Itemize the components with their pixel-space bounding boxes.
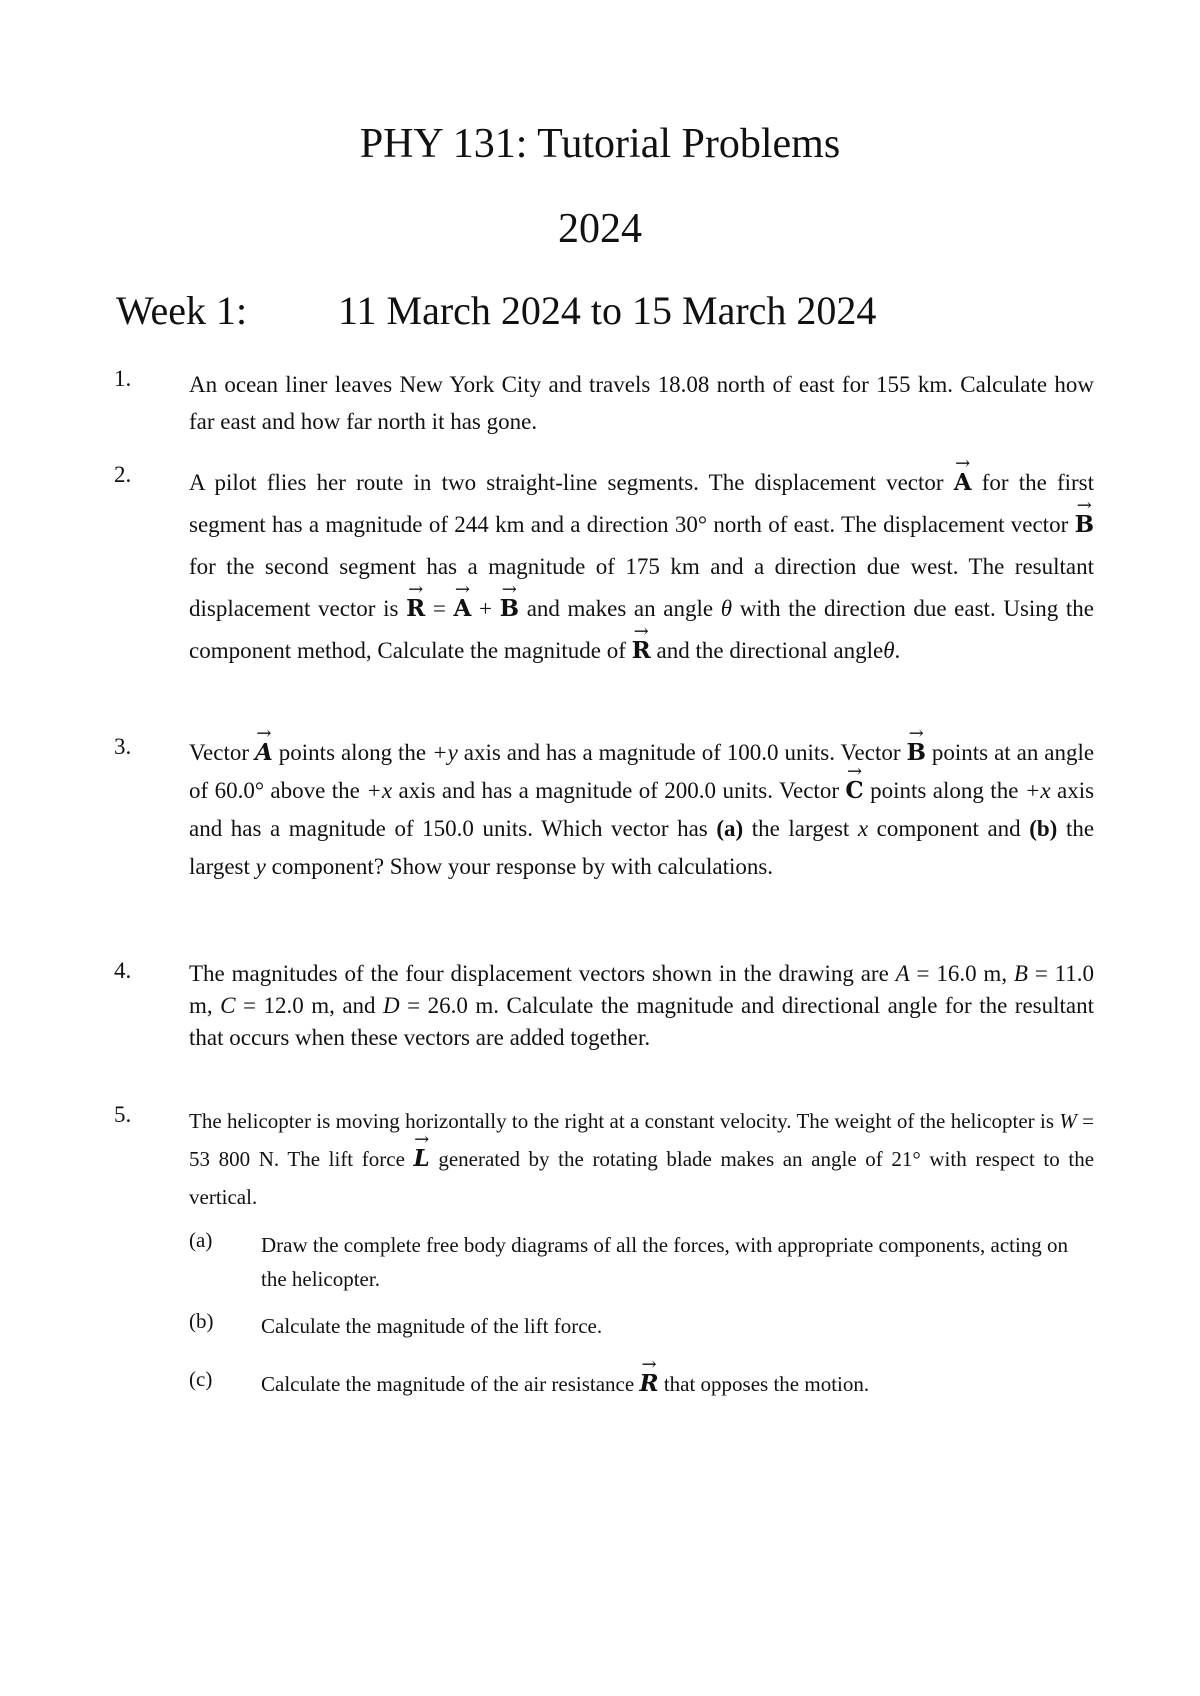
text-run: The magnitudes of the four displacement vectors shown in the drawing are xyxy=(189,961,889,986)
plus-sign: + xyxy=(478,596,492,621)
text-run: the largest xyxy=(189,816,1095,879)
subpart-label: (a) xyxy=(189,1228,213,1252)
text-run: axis and has a magnitude of 200.0 units. Vector xyxy=(398,778,839,803)
variable: y xyxy=(255,854,266,879)
problem-text xyxy=(189,723,1095,886)
text-run: = 53 800 N. The lift force xyxy=(189,1109,1095,1171)
theta-symbol: θ xyxy=(883,638,895,663)
axis-label: +x xyxy=(1024,778,1051,803)
part-b-label: (b) xyxy=(1029,816,1058,841)
variable: B xyxy=(1013,961,1028,986)
arrow-icon: → xyxy=(847,761,863,782)
arrow-icon: → xyxy=(641,1354,657,1375)
week-heading xyxy=(116,286,876,336)
variable: A xyxy=(895,961,910,986)
arrow-icon: → xyxy=(908,723,924,744)
equals-sign: = xyxy=(432,596,446,621)
variable: x xyxy=(857,816,869,841)
text-run: generated by the rotating blade makes an angle of 21° with respect to the vertical. xyxy=(189,1147,1095,1209)
text-run: axis and has a magnitude of 100.0 units. Vector xyxy=(463,740,901,765)
arrow-icon: → xyxy=(501,579,517,600)
arrow-icon: → xyxy=(414,1129,430,1150)
problem-number: 3. xyxy=(114,734,132,759)
part-a-label: (a) xyxy=(716,816,744,841)
subpart-c xyxy=(189,1354,1094,1401)
vector-b-symbol: → B xyxy=(1075,504,1094,546)
text-run: The helicopter is moving horizontally to the right at a constant velocity. The weight of the helicopter is xyxy=(189,1109,1055,1133)
problem-text xyxy=(189,958,1094,1054)
problem-number: 5. xyxy=(114,1102,132,1127)
text-run: component? Show your response by with calculations. xyxy=(271,854,774,879)
subpart-b xyxy=(189,1309,1094,1343)
text-run: = 16.0 m, xyxy=(916,961,1008,986)
vector-b-symbol: → B xyxy=(906,734,925,772)
subpart-label: (c) xyxy=(189,1367,213,1391)
problem-text: An ocean liner leaves New York City and travels 18.08 north of east for 155 km. Calculate how far east and how far north it has gone. xyxy=(189,372,1094,434)
text-run: and makes an angle xyxy=(526,596,714,621)
text-run: Calculate the magnitude of the air resistance xyxy=(261,1372,635,1396)
text-run: = 11.0 m, xyxy=(189,961,1095,1018)
theta-symbol: θ xyxy=(720,596,733,621)
vector-r-symbol: → R xyxy=(639,1367,658,1401)
problem-1 xyxy=(114,366,1094,440)
text-run: axis and has a magnitude of 150.0 units. Which vector has xyxy=(189,778,1095,841)
problem-number: 1. xyxy=(114,366,132,391)
arrow-icon: → xyxy=(1076,495,1092,516)
text-run: for the first segment has a magnitude of 244 km and a direction 30° north of east. The displacement vector xyxy=(189,470,1095,537)
vector-r-symbol: → R xyxy=(632,630,651,672)
text-run: component and xyxy=(876,816,1021,841)
problem-4 xyxy=(114,958,1094,1054)
subpart-text: Draw the complete free body diagrams of all the forces, with appropriate components, acting on the helicopter. xyxy=(261,1233,1069,1291)
problem-5 xyxy=(114,1102,1094,1216)
arrow-icon: → xyxy=(633,621,649,642)
arrow-icon: → xyxy=(256,723,272,744)
problem-2 xyxy=(114,453,1095,672)
text-run: and the directional angle xyxy=(656,638,884,663)
problem-text xyxy=(189,453,1095,672)
vector-a-symbol: → A xyxy=(255,734,273,772)
text-run: = 26.0 m. Calculate the magnitude and directional angle for the resultant that occurs when these vectors are added together. xyxy=(189,993,1095,1050)
vector-a-symbol: → A xyxy=(453,588,471,630)
text-run: points along the xyxy=(278,740,427,765)
text-run: the largest xyxy=(751,816,850,841)
vector-r-symbol: → R xyxy=(406,588,425,630)
problem-number: 4. xyxy=(114,958,132,983)
variable: D xyxy=(383,993,400,1018)
text-run: that opposes the motion. xyxy=(663,1372,870,1396)
vector-l-symbol: → L xyxy=(414,1140,430,1178)
vector-b-symbol: → B xyxy=(500,588,519,630)
variable: W xyxy=(1059,1109,1077,1133)
text-run: = 12.0 m, and xyxy=(242,993,376,1018)
text-run: points along the xyxy=(870,778,1019,803)
arrow-icon: → xyxy=(454,579,470,600)
text-run: Vector xyxy=(189,740,250,765)
problem-number: 2. xyxy=(114,462,132,487)
arrow-icon: → xyxy=(408,579,424,600)
subpart-text xyxy=(261,1354,1094,1401)
vector-a-symbol: → A xyxy=(954,462,972,504)
problem-text xyxy=(189,1102,1094,1216)
text-run: A pilot flies her route in two straight-line segments. The displacement vector xyxy=(189,470,944,495)
week-label: Week 1: xyxy=(116,288,248,333)
subpart-text: Calculate the magnitude of the lift force. xyxy=(261,1314,603,1338)
subpart-label: (b) xyxy=(189,1309,214,1333)
problem-3 xyxy=(114,723,1095,886)
arrow-icon: → xyxy=(955,453,971,474)
axis-label: +x xyxy=(366,778,393,803)
page-title: PHY 131: Tutorial Problems xyxy=(359,121,841,167)
page-year: 2024 xyxy=(558,206,642,252)
week-date-range: 11 March 2024 to 15 March 2024 xyxy=(338,288,877,333)
text-run: for the second segment has a magnitude of 175 km and a direction due west. The resultant displacement vector is xyxy=(189,554,1094,621)
text-run: with the direction due east. Using the component method, Calculate the magnitude of xyxy=(189,596,1095,663)
text-run: . xyxy=(894,638,901,663)
subpart-a xyxy=(189,1228,1094,1296)
variable: C xyxy=(220,993,236,1018)
vector-c-symbol: → C xyxy=(845,772,863,810)
axis-label: +y xyxy=(432,740,458,765)
text-run: points at an angle of 60.0° above the xyxy=(189,740,1095,803)
